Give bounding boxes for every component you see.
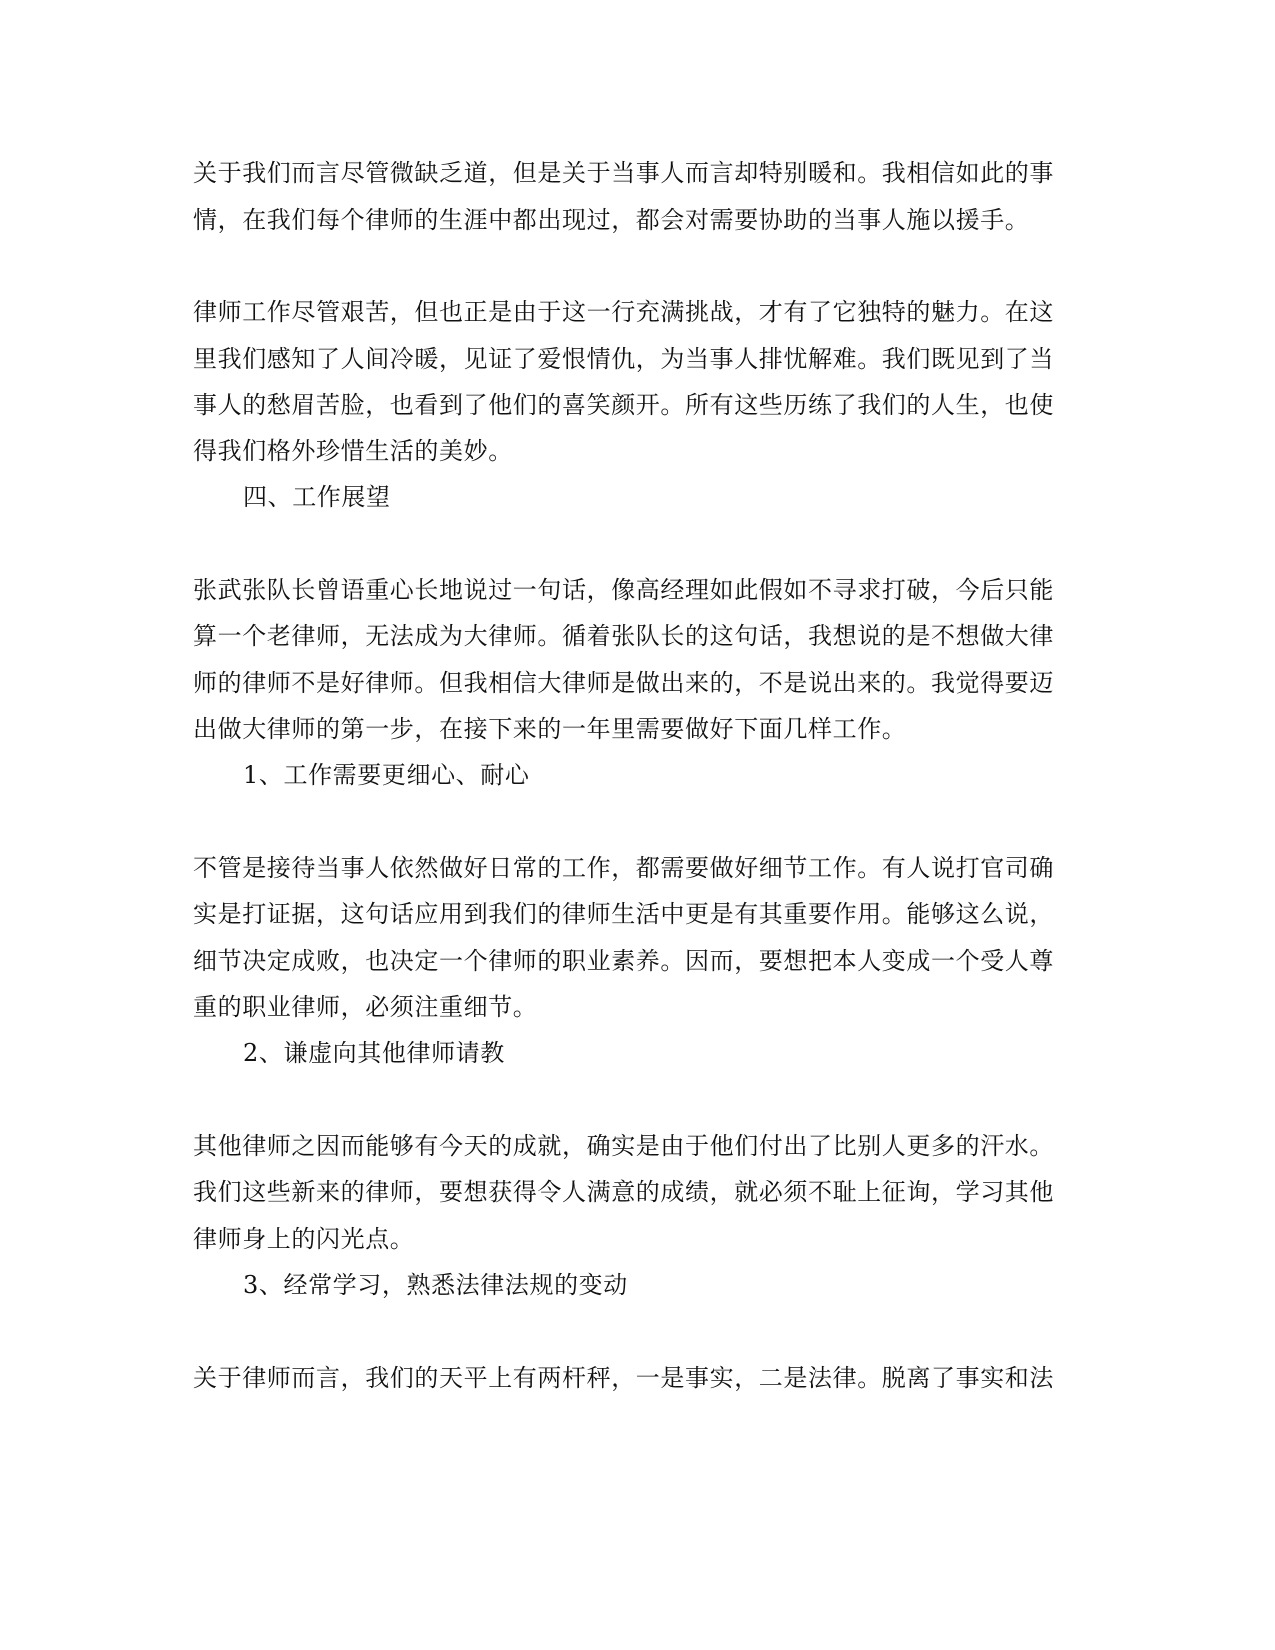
paragraph-2-line-4: 得我们格外珍惜生活的美妙。 (193, 437, 513, 465)
paragraph-2-line-3: 事人的愁眉苦脸，也看到了他们的喜笑颜开。所有这些历练了我们的人生，也使 (193, 391, 1054, 419)
paragraph-4-line-3: 细节决定成败，也决定一个律师的职业素养。因而，要想把本人变成一个受人尊 (193, 947, 1054, 975)
paragraph-2-line-1: 律师工作尽管艰苦，但也正是由于这一行充满挑战，才有了它独特的魅力。在这 (193, 298, 1054, 326)
paragraph-4-line-1: 不管是接待当事人依然做好日常的工作，都需要做好细节工作。有人说打官司确 (193, 854, 1054, 882)
paragraph-3-line-2: 算一个老律师，无法成为大律师。循着张队长的这句话，我想说的是不想做大律 (193, 622, 1054, 650)
section-heading-work-outlook: 四、工作展望 (243, 483, 391, 511)
paragraph-4-line-2: 实是打证据，这句话应用到我们的律师生活中更是有其重要作用。能够这么说， (193, 900, 1054, 928)
paragraph-3-line-3: 师的律师不是好律师。但我相信大律师是做出来的，不是说出来的。我觉得要迈 (193, 669, 1054, 697)
paragraph-1-line-2: 情，在我们每个律师的生涯中都出现过，都会对需要协助的当事人施以援手。 (193, 206, 1030, 234)
paragraph-4-line-4: 重的职业律师，必须注重细节。 (193, 993, 538, 1021)
paragraph-3-line-4: 出做大律师的第一步，在接下来的一年里需要做好下面几样工作。 (193, 715, 907, 743)
subheading-3: 3、经常学习，熟悉法律法规的变动 (243, 1271, 628, 1299)
paragraph-3-line-1: 张武张队长曾语重心长地说过一句话，像高经理如此假如不寻求打破，今后只能 (193, 576, 1054, 604)
paragraph-6-line-1: 关于律师而言，我们的天平上有两杆秤，一是事实，二是法律。脱离了事实和法 (193, 1364, 1054, 1392)
paragraph-5-line-3: 律师身上的闪光点。 (193, 1225, 415, 1253)
paragraph-2-line-2: 里我们感知了人间冷暖，见证了爱恨情仇，为当事人排忧解难。我们既见到了当 (193, 345, 1054, 373)
paragraph-5-line-1: 其他律师之因而能够有今天的成就，确实是由于他们付出了比别人更多的汗水。 (193, 1132, 1054, 1160)
subheading-2: 2、谦虚向其他律师请教 (243, 1039, 505, 1067)
paragraph-1-line-1: 关于我们而言尽管微缺乏道，但是关于当事人而言却特别暖和。我相信如此的事 (193, 159, 1054, 187)
paragraph-5-line-2: 我们这些新来的律师，要想获得令人满意的成绩，就必须不耻上征询，学习其他 (193, 1178, 1054, 1206)
subheading-1: 1、工作需要更细心、耐心 (243, 761, 530, 789)
